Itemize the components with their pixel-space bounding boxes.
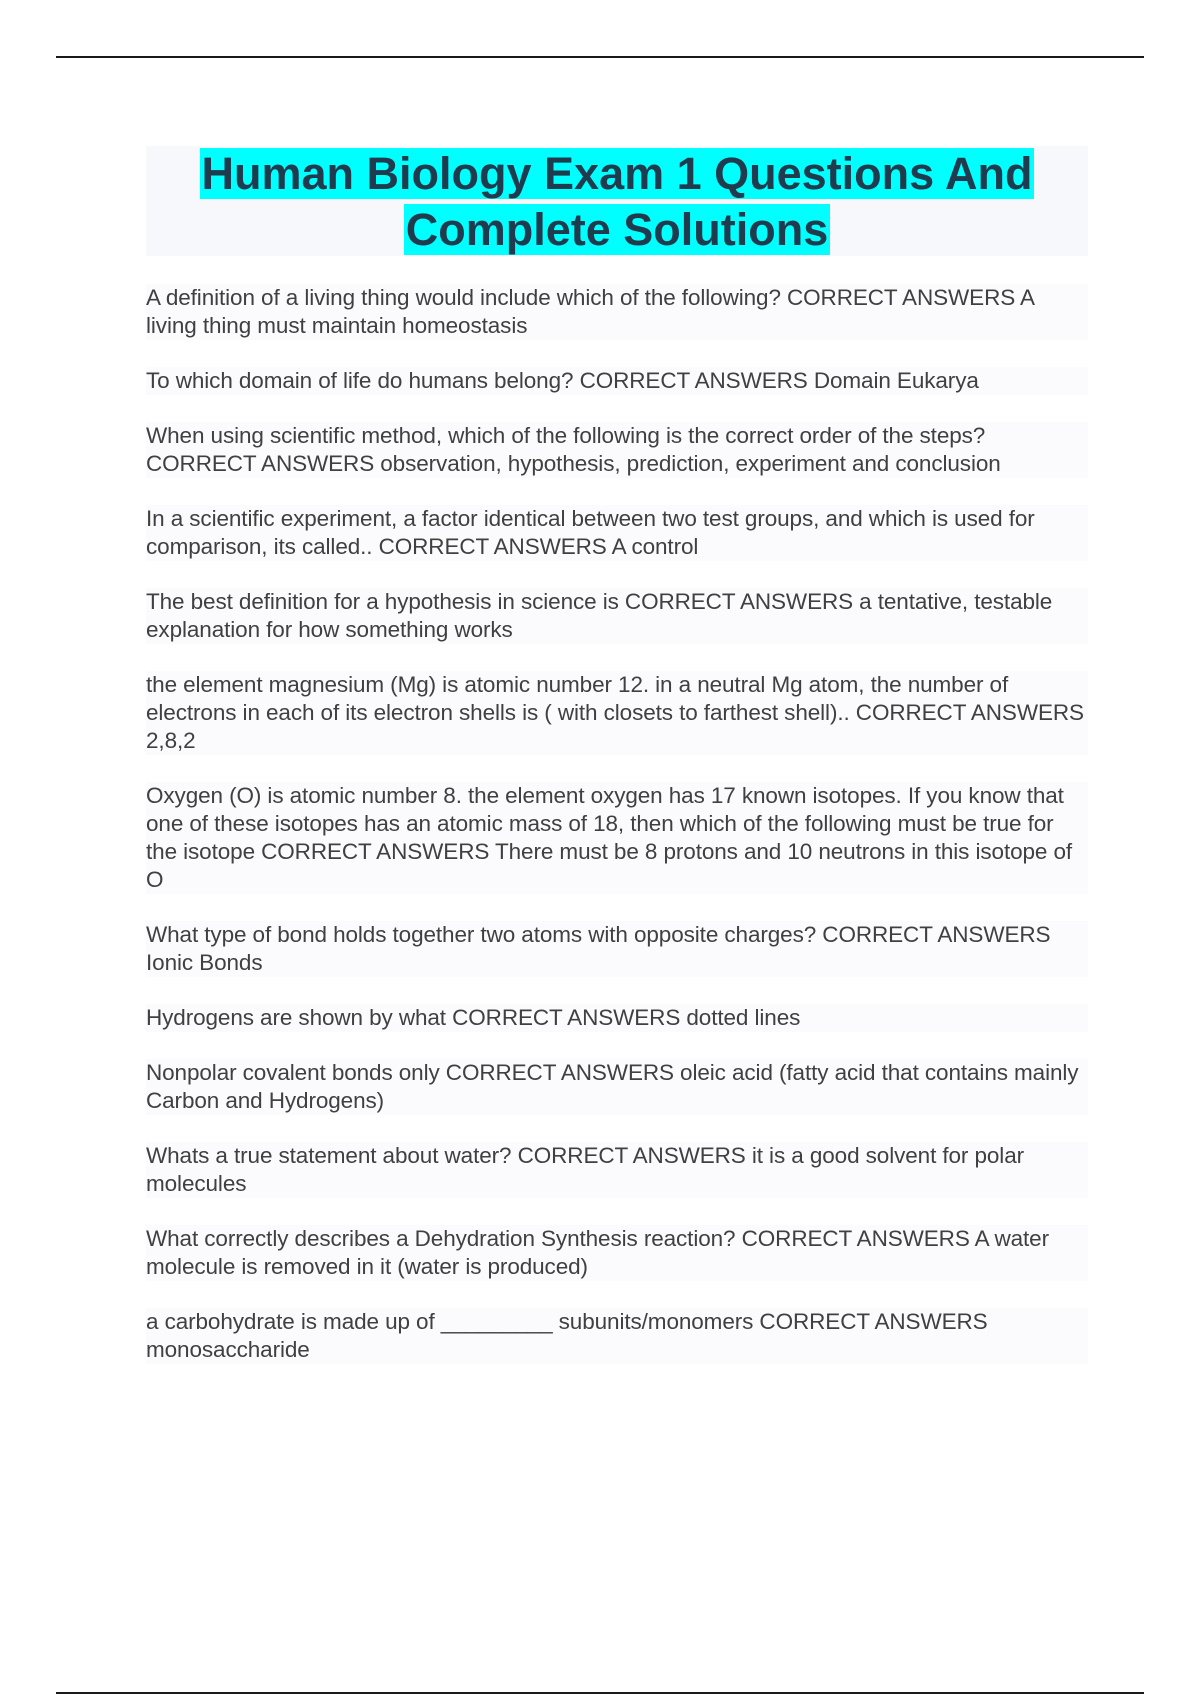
qa-item: In a scientific experiment, a factor identical between two test groups, and which is used for comparison, its called.. CORRECT ANSWERS A control — [146, 505, 1088, 561]
qa-item: What correctly describes a Dehydration Synthesis reaction? CORRECT ANSWERS A water molecule is removed in it (water is produced) — [146, 1225, 1088, 1281]
qa-item: Oxygen (O) is atomic number 8. the element oxygen has 17 known isotopes. If you know that one of these isotopes has an atomic mass of 18, then which of the following must be true for the isotope CORRECT ANSWERS There must be 8 protons and 10 neutrons in this isotope of O — [146, 782, 1088, 894]
qa-item: When using scientific method, which of the following is the correct order of the steps? CORRECT ANSWERS observation, hypothesis, prediction, experiment and conclusion — [146, 422, 1088, 478]
qa-item: Nonpolar covalent bonds only CORRECT ANSWERS oleic acid (fatty acid that contains mainly Carbon and Hydrogens) — [146, 1059, 1088, 1115]
qa-item: What type of bond holds together two atoms with opposite charges? CORRECT ANSWERS Ionic Bonds — [146, 921, 1088, 977]
qa-item: Whats a true statement about water? CORRECT ANSWERS it is a good solvent for polar molecules — [146, 1142, 1088, 1198]
qa-item: The best definition for a hypothesis in science is CORRECT ANSWERS a tentative, testable explanation for how something works — [146, 588, 1088, 644]
top-rule — [56, 56, 1144, 58]
qa-item: the element magnesium (Mg) is atomic number 12. in a neutral Mg atom, the number of electrons in each of its electron shells is ( with closets to farthest shell).. CORRECT ANSWERS 2,8,2 — [146, 671, 1088, 755]
title-line-1: Human Biology Exam 1 Questions And — [201, 148, 1033, 199]
document-title — [146, 146, 1088, 258]
qa-item: Hydrogens are shown by what CORRECT ANSWERS dotted lines — [146, 1004, 1088, 1032]
title-block — [146, 146, 1088, 256]
qa-item: a carbohydrate is made up of _________ subunits/monomers CORRECT ANSWERS monosaccharide — [146, 1308, 1088, 1364]
qa-item: To which domain of life do humans belong? CORRECT ANSWERS Domain Eukarya — [146, 367, 1088, 395]
title-line-2: Complete Solutions — [405, 204, 829, 255]
qa-item: A definition of a living thing would include which of the following? CORRECT ANSWERS A living thing must maintain homeostasis — [146, 284, 1088, 340]
qa-list — [146, 284, 1088, 1391]
bottom-rule — [56, 1692, 1144, 1694]
